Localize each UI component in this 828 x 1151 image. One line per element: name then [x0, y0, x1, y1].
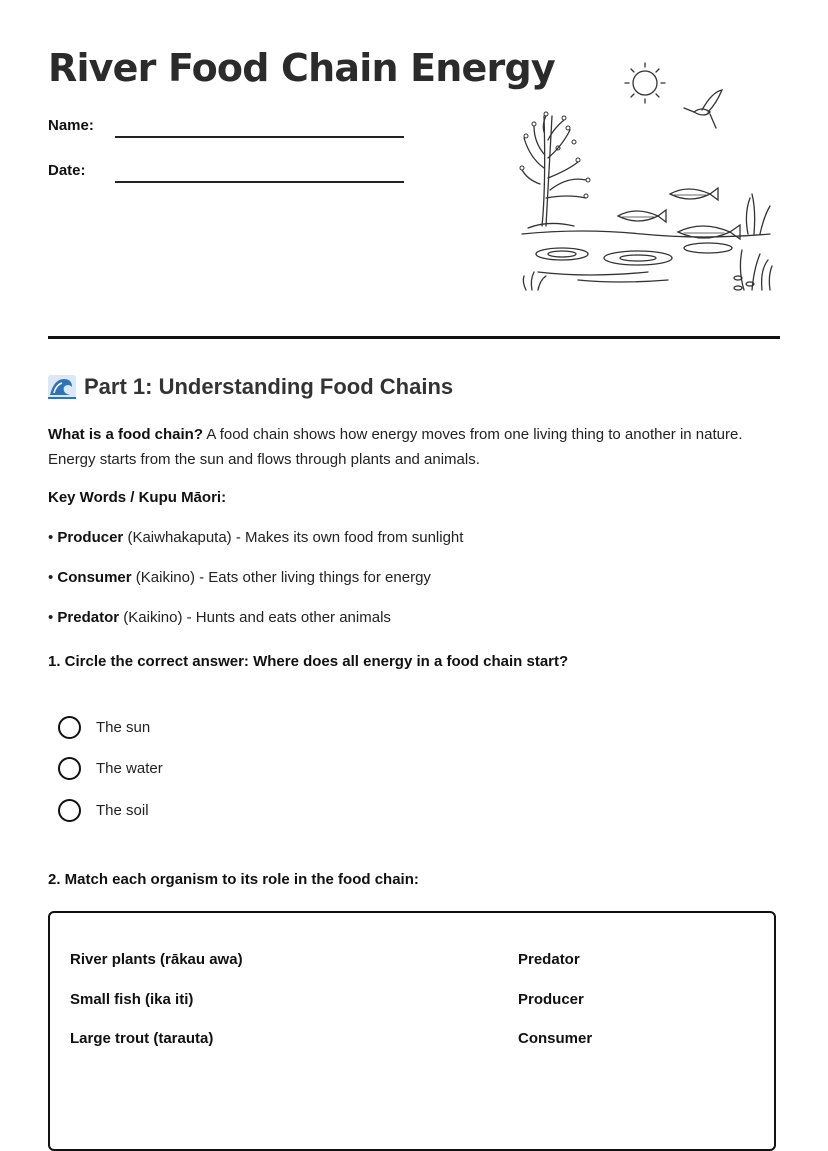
date-field[interactable] — [48, 162, 86, 179]
keyword-term: Predator — [57, 609, 120, 626]
name-line[interactable] — [115, 136, 404, 138]
sun-icon — [625, 63, 665, 103]
part1-heading — [48, 374, 453, 400]
intro-text: A food chain shows how energy moves from one living thing to another in nature. Energy starts from the sun and flows through plants and animals. — [48, 426, 743, 468]
keyword-term: Producer — [57, 529, 124, 546]
keyword-item: • Predator (Kaikino) - Hunts and eats other animals — [48, 609, 391, 626]
answer-option-sun[interactable] — [58, 716, 150, 739]
section-divider — [48, 336, 780, 339]
question-1-prompt: 1. Circle the correct answer: Where does all energy in a food chain start? — [48, 653, 569, 670]
keyword-definition: (Kaiwhakaputa) - Makes its own food from sunlight — [123, 529, 464, 546]
organism-item[interactable]: River plants (rākau awa) — [70, 951, 243, 968]
river-scene-illustration — [518, 58, 774, 294]
answer-option-label: The soil — [96, 802, 149, 819]
intro-paragraph — [48, 422, 780, 472]
part1-heading-text: Part 1: Understanding Food Chains — [84, 374, 454, 399]
radio-circle-icon[interactable] — [58, 799, 81, 822]
answer-option-label: The sun — [96, 719, 151, 736]
wave-icon — [48, 375, 76, 399]
organism-item[interactable]: Small fish (ika iti) — [70, 991, 194, 1008]
date-label: Date: — [48, 162, 86, 179]
intro-lead: What is a food chain? — [48, 426, 204, 443]
river-icon — [522, 231, 770, 290]
answer-option-water[interactable] — [58, 757, 163, 780]
role-item[interactable]: Consumer — [518, 1030, 593, 1047]
keyword-definition: (Kaikino) - Hunts and eats other animals — [119, 609, 391, 626]
answer-option-soil[interactable] — [58, 799, 149, 822]
reeds-icon — [523, 194, 772, 290]
keyword-definition: (Kaikino) - Eats other living things for energy — [131, 569, 431, 586]
radio-circle-icon[interactable] — [58, 757, 81, 780]
role-item[interactable]: Predator — [518, 951, 580, 968]
keywords-heading: Key Words / Kupu Māori: — [48, 489, 227, 506]
keyword-item: • Producer (Kaiwhakaputa) - Makes its own food from sunlight — [48, 529, 464, 546]
answer-option-label: The water — [96, 760, 163, 777]
matching-box[interactable] — [48, 911, 776, 1151]
worksheet-page — [48, 0, 780, 1118]
role-item[interactable]: Producer — [518, 991, 584, 1008]
name-label: Name: — [48, 117, 94, 134]
question-2-prompt: 2. Match each organism to its role in the food chain: — [48, 871, 419, 888]
hummingbird-icon — [684, 90, 722, 128]
keyword-item: • Consumer (Kaikino) - Eats other living things for energy — [48, 569, 431, 586]
name-field[interactable] — [48, 117, 94, 134]
date-line[interactable] — [115, 181, 404, 183]
radio-circle-icon[interactable] — [58, 716, 81, 739]
worksheet-title: River Food Chain Energy — [48, 46, 555, 90]
tree-icon — [520, 112, 590, 228]
keyword-term: Consumer — [57, 569, 132, 586]
organism-item[interactable]: Large trout (tarauta) — [70, 1030, 214, 1047]
fish-icon — [618, 188, 740, 239]
